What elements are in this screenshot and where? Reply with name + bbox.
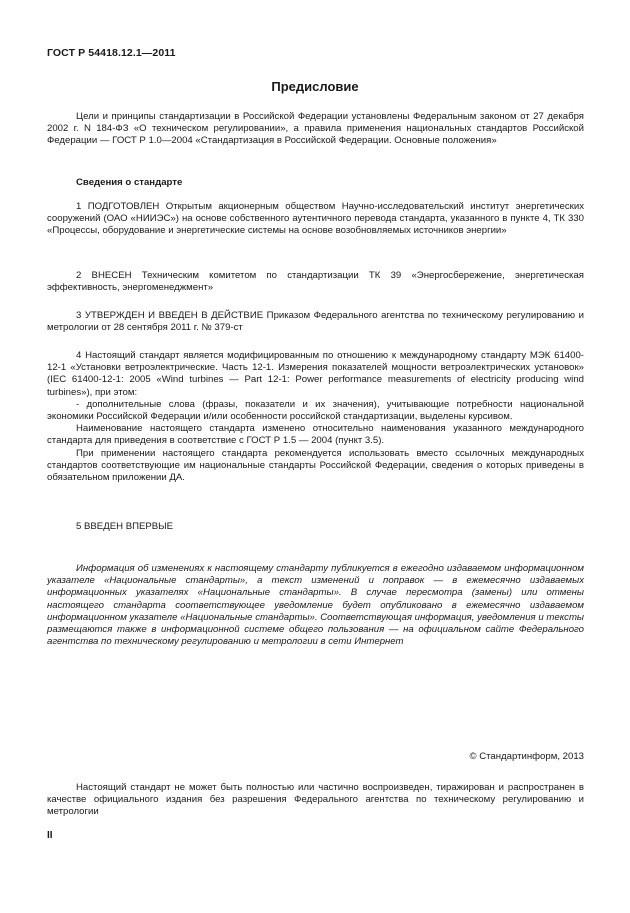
item-3-text: 3 УТВЕРЖДЕН И ВВЕДЕН В ДЕЙСТВИЕ Приказом Федерального агентства по техническому регулированию и метрологии от 28 сентября 2011 г. № 379-ст xyxy=(47,310,584,334)
item-4-main: 4 Настоящий стандарт является модифицированным по отношению к международному стандарту МЭК 61400-12-1 «Установки ветроэлектрические. Часть 12-1. Измерения показателей мощности ветроэлектрических установок» (IEC 61400-12-1: 2005 «Wind turbines — Part 12-1: Power performance measurements of electricity producing wind turbines»), при этом: xyxy=(47,350,584,398)
item-5 xyxy=(47,521,584,533)
item-4 xyxy=(47,350,584,484)
intro-text: Цели и принципы стандартизации в Российской Федерации установлены Федеральным законом от 27 декабря 2002 г. N 184-ФЗ «О техническом регулировании», а правила применения национальных стандартов Российской Федерации — ГОСТ Р 1.0—2004 «Стандартизация в Российской Федерации. Основные положения» xyxy=(47,111,584,147)
notice-text: Информация об изменениях к настоящему стандарту публикуется в ежегодно издаваемом информационном указателе «Национальные стандарты», а текст изменений и поправок — в ежемесячно издаваемых информационных указателях «Национальные стандарты». В случае пересмотра (замены) или отмены настоящего стандарта соответствующее уведомление будет опубликовано в ежемесячно издаваемом информационном указателе «Национальные стандарты». Соответствующая информация, уведомления и тексты размещаются также в информационной системе общего пользования — на официальном сайте Федерального агентства по техническому регулированию и метрологии в сети Интернет xyxy=(47,563,584,648)
item-2-text: 2 ВНЕСЕН Техническим комитетом по стандартизации ТК 39 «Энергосбережение, энергетическая эффективность, энергоменеджмент» xyxy=(47,270,584,294)
item-4-references: При применении настоящего стандарта рекомендуется использовать вместо ссылочных международных стандартов соответствующие им национальные стандарты Российской Федерации, сведения о которых приведены в обязательном приложении ДА. xyxy=(47,447,584,484)
item-3 xyxy=(47,310,584,334)
item-2 xyxy=(47,270,584,294)
info-heading: Сведения о стандарте xyxy=(76,177,183,188)
reproduction-notice xyxy=(47,782,584,819)
item-1 xyxy=(47,201,584,238)
page-title: Предисловие xyxy=(271,79,359,94)
item-4-name-change: Наименование настоящего стандарта изменено относительно наименования указанного международного стандарта для приведения в соответствие с ГОСТ Р 1.5 — 2004 (пункт 3.5). xyxy=(47,423,584,447)
intro-paragraph xyxy=(47,111,584,148)
item-4-additions: - дополнительные слова (фразы, показатели и их значения), учитывающие потребности национальной экономики Российской Федерации и/или особенности российской стандартизации, выделены курсивом. xyxy=(47,398,584,423)
item-1-text: 1 ПОДГОТОВЛЕН Открытым акционерным обществом Научно-исследовательский институт энергетических сооружений (ОАО «НИИЭС») на основе собственного аутентичного перевода стандарта, указанного в пункте 4, ТК 330 «Процессы, оборудование и энергетические системы на основе возобновляемых источников энергии» xyxy=(47,201,584,237)
notice-block xyxy=(47,563,584,648)
page-number: II xyxy=(47,830,53,841)
item-5-text: 5 ВВЕДЕН ВПЕРВЫЕ xyxy=(76,521,174,532)
copyright: © Стандартинформ, 2013 xyxy=(469,751,584,762)
document-header: ГОСТ Р 54418.12.1—2011 xyxy=(47,47,176,59)
reproduction-text: Настоящий стандарт не может быть полностью или частично воспроизведен, тиражирован и распространен в качестве официального издания без разрешения Федерального агентства по техническому регулированию и метрологии xyxy=(47,782,584,818)
